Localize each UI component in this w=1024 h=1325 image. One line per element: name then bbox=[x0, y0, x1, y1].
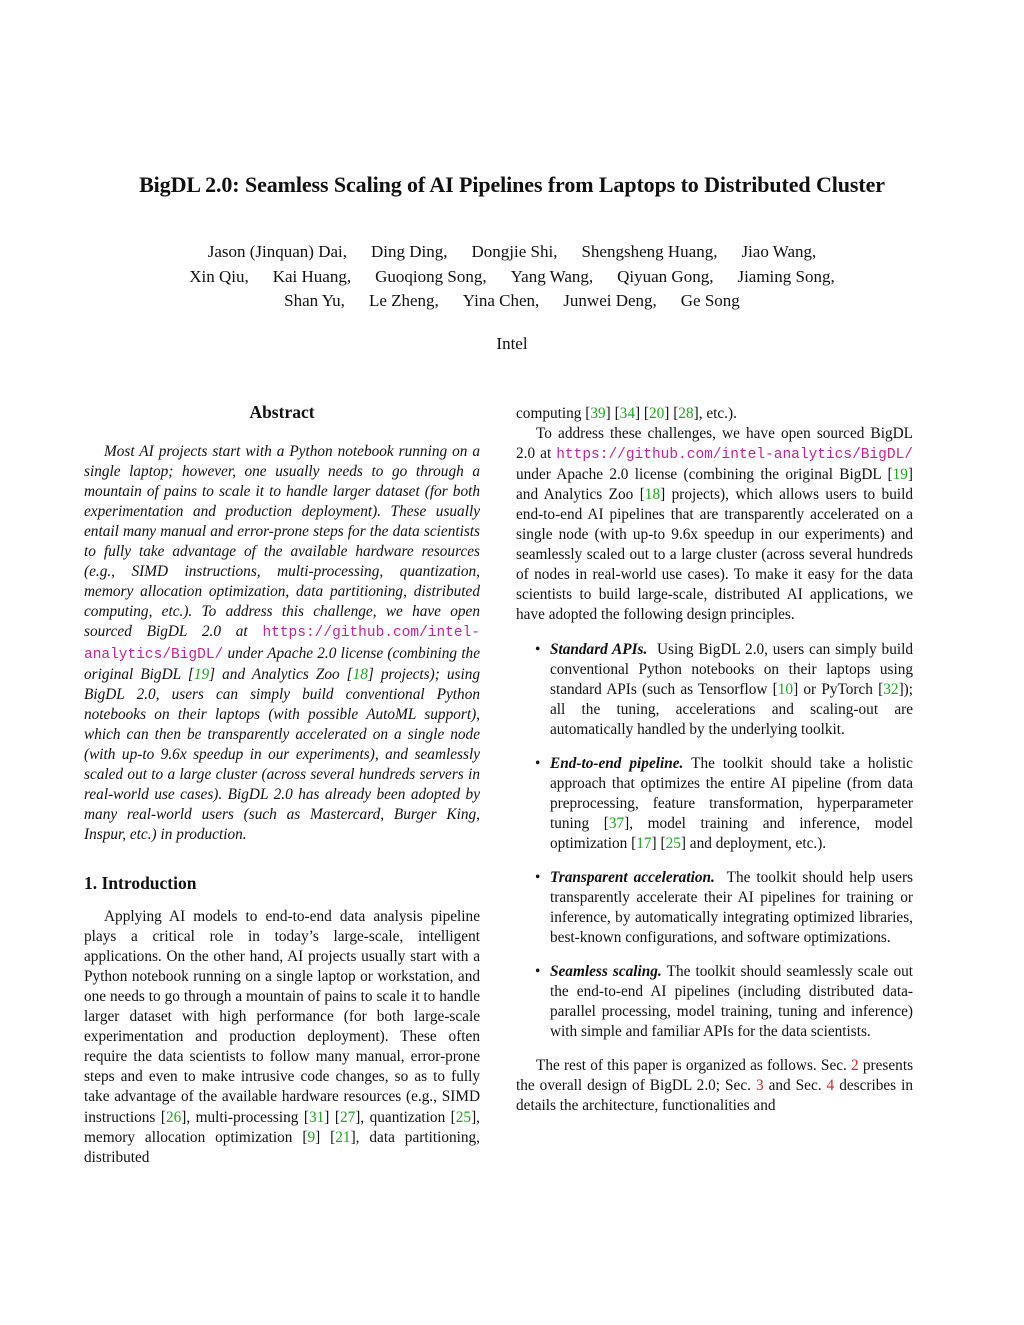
right-column bbox=[516, 404, 913, 1117]
design-principles-list bbox=[516, 640, 913, 1043]
citation-link[interactable]: 37 bbox=[608, 814, 625, 832]
author-name: Shan Yu, bbox=[284, 291, 345, 310]
affiliation: Intel bbox=[496, 334, 528, 353]
list-item-heading: Seamless scaling. bbox=[550, 963, 662, 981]
author-name: Junwei Deng, bbox=[563, 291, 657, 310]
citation-link[interactable]: 18 bbox=[644, 486, 661, 504]
abstract-heading: Abstract bbox=[249, 402, 315, 422]
abstract-text: Most AI projects start with a Python notebook running on a single laptop; however, one usually needs to go through a mountain of pains to scale it to handle larger dataset (for both experimentation and production deployment). These usually entail many manual and error-prone steps for the data scientists to fully take advantage of the available hardware resources (e.g., SIMD instructions, multi-processing, quantization, memory allocation optimization, data partitioning, distributed computing, etc.). To address this challenge, we have open sourced BigDL 2.0 at https://github.com/intel-analytics/BigDL/ under Apache 2.0 license (combining the original BigDL [19] and Analytics Zoo [18] projects); using BigDL 2.0, users can simply build conventional Python notebooks on their laptops (with possible AutoML support), which can then be transparently accelerated on a single node (with up-to 9.6x speedup in our experiments), and seamlessly scaled out to a large cluster (across several hundreds servers in real-world use cases). BigDL 2.0 has already been adopted by many real-world users (such as Mastercard, Burger King, Inspur, etc.) in production. bbox=[84, 443, 481, 843]
author-row bbox=[0, 265, 1024, 290]
section-ref-link[interactable]: 4 bbox=[826, 1077, 835, 1095]
author-name: Le Zheng, bbox=[368, 291, 439, 310]
citation-link[interactable]: 27 bbox=[339, 1108, 356, 1126]
citation-link[interactable]: 26 bbox=[165, 1108, 182, 1126]
citation-link[interactable]: 31 bbox=[308, 1108, 325, 1126]
list-item-heading: Transparent acceleration. bbox=[550, 868, 715, 886]
citation-link[interactable]: 25 bbox=[665, 834, 681, 852]
citation-link[interactable]: 39 bbox=[590, 405, 606, 422]
section-heading-introduction: 1. Introduction bbox=[84, 872, 197, 893]
bullet-icon: • bbox=[535, 640, 541, 658]
citation-link[interactable]: 19 bbox=[892, 466, 908, 484]
citation-link[interactable]: 32 bbox=[883, 680, 899, 698]
citation-link[interactable]: 21 bbox=[335, 1128, 351, 1146]
github-link[interactable]: https://github.com/intel-analytics/BigDL/ bbox=[84, 625, 480, 663]
intro-paragraph: Applying AI models to end-to-end data analysis pipeline plays a critical role in today’s large-scale, intelligent applications. On the other hand, AI projects usually start with a Python notebook running on a single laptop or workstation, and one needs to go through a mountain of pains to scale it to handle larger dataset with high performance (for both large-scale experimentation and production deployment). These often require the data scientists to follow many manual, error-prone steps and even to make intrusive code changes, so as to fully take advantage of the available hardware resources (e.g., SIMD instructions [26], multi-processing [31] [27], quantization [25], memory allocation optimization [9] [21], data partitioning, distributed bbox=[84, 908, 481, 1166]
citation-link[interactable]: 10 bbox=[777, 680, 794, 698]
author-name: Ge Song bbox=[680, 291, 740, 310]
section-ref-link[interactable]: 2 bbox=[851, 1057, 859, 1075]
left-column bbox=[84, 402, 480, 1168]
paper-title: BigDL 2.0: Seamless Scaling of AI Pipelines from Laptops to Distributed Cluster bbox=[139, 172, 885, 197]
bullet-icon: • bbox=[535, 754, 541, 772]
citation-link[interactable]: 34 bbox=[619, 405, 635, 422]
citation-link[interactable]: 19 bbox=[193, 665, 210, 683]
author-row bbox=[0, 240, 1024, 265]
author-list bbox=[0, 240, 1024, 314]
author-row bbox=[0, 289, 1024, 314]
citation-link[interactable]: 20 bbox=[648, 405, 665, 422]
intro-continuation: computing [39] [34] [20] [28], etc.). bbox=[516, 405, 737, 422]
author-name: Qiyuan Gong, bbox=[617, 266, 714, 286]
list-item: • Seamless scaling. The toolkit should seamlessly scale out the end-to-end AI pipelines (including distributed data-parallel processing, model training, tuning and inference) with simple and familiar APIs for the data scientists. bbox=[535, 963, 913, 1041]
author-name: Ding Ding, bbox=[371, 242, 448, 261]
citation-link[interactable]: 28 bbox=[678, 405, 694, 422]
outline-paragraph: The rest of this paper is organized as follows. Sec. 2 presents the overall design of BigDL 2.0; Sec. 3 and Sec. 4 describes in details the architecture, functionalities and bbox=[516, 1057, 914, 1115]
author-name: Kai Huang, bbox=[272, 266, 352, 286]
citation-link[interactable]: 18 bbox=[352, 665, 368, 683]
author-name: Dongjie Shi, bbox=[471, 242, 558, 261]
author-name: Yang Wang, bbox=[510, 266, 594, 286]
author-name: Xin Qiu, bbox=[189, 266, 249, 286]
author-name: Shengsheng Huang, bbox=[581, 242, 718, 261]
list-item: • Standard APIs. Using BigDL 2.0, users can simply build conventional Python notebooks on their laptops using standard APIs (such as Tensorflow [10] or PyTorch [32]); all the tuning, accelerations and scaling-out are automatically handled by the underlying toolkit. bbox=[535, 640, 914, 738]
author-name: Guoqiong Song, bbox=[375, 266, 487, 286]
intro-paragraph: To address these challenges, we have open sourced BigDL 2.0 at https://github.com/intel-analytics/BigDL/ under Apache 2.0 license (combining the original BigDL [19] and Analytics Zoo [18] projects), which allows users to build end-to-end AI pipelines that are transparently accelerated on a single node (with up-to 9.6x speedup in our experiments) and seamlessly scaled out to a large cluster (across several hundreds of nodes in real-world use cases). To make it easy for the data scientists to build large-scale, distributed AI applications, we have adopted the following design principles. bbox=[516, 425, 914, 624]
github-link[interactable]: https://github.com/intel-analytics/BigDL/ bbox=[556, 447, 913, 464]
list-item: • Transparent acceleration. The toolkit should help users transparently accelerate their AI pipelines for training or inference, by automatically integrating optimized libraries, best-known configurations, and software optimizations. bbox=[535, 868, 913, 947]
list-item-heading: End-to-end pipeline. bbox=[550, 754, 684, 772]
citation-link[interactable]: 17 bbox=[636, 834, 652, 852]
author-name: Jiao Wang, bbox=[741, 242, 817, 261]
list-item-heading: Standard APIs. bbox=[550, 640, 648, 658]
citation-link[interactable]: 25 bbox=[455, 1108, 472, 1126]
author-name: Jason (Jinquan) Dai, bbox=[207, 242, 348, 261]
list-item: • End-to-end pipeline. The toolkit should take a holistic approach that optimizes the entire AI pipeline (from data preprocessing, feature transformation, hyperparameter tuning [37], model training and inference, model optimization [17] [25] and deployment, etc.). bbox=[535, 754, 913, 852]
bullet-icon: • bbox=[535, 963, 541, 981]
bullet-icon: • bbox=[535, 868, 541, 886]
section-ref-link[interactable]: 3 bbox=[755, 1077, 764, 1095]
author-name: Yina Chen, bbox=[462, 291, 540, 310]
author-name: Jiaming Song, bbox=[737, 266, 835, 286]
citation-link[interactable]: 9 bbox=[307, 1128, 316, 1146]
